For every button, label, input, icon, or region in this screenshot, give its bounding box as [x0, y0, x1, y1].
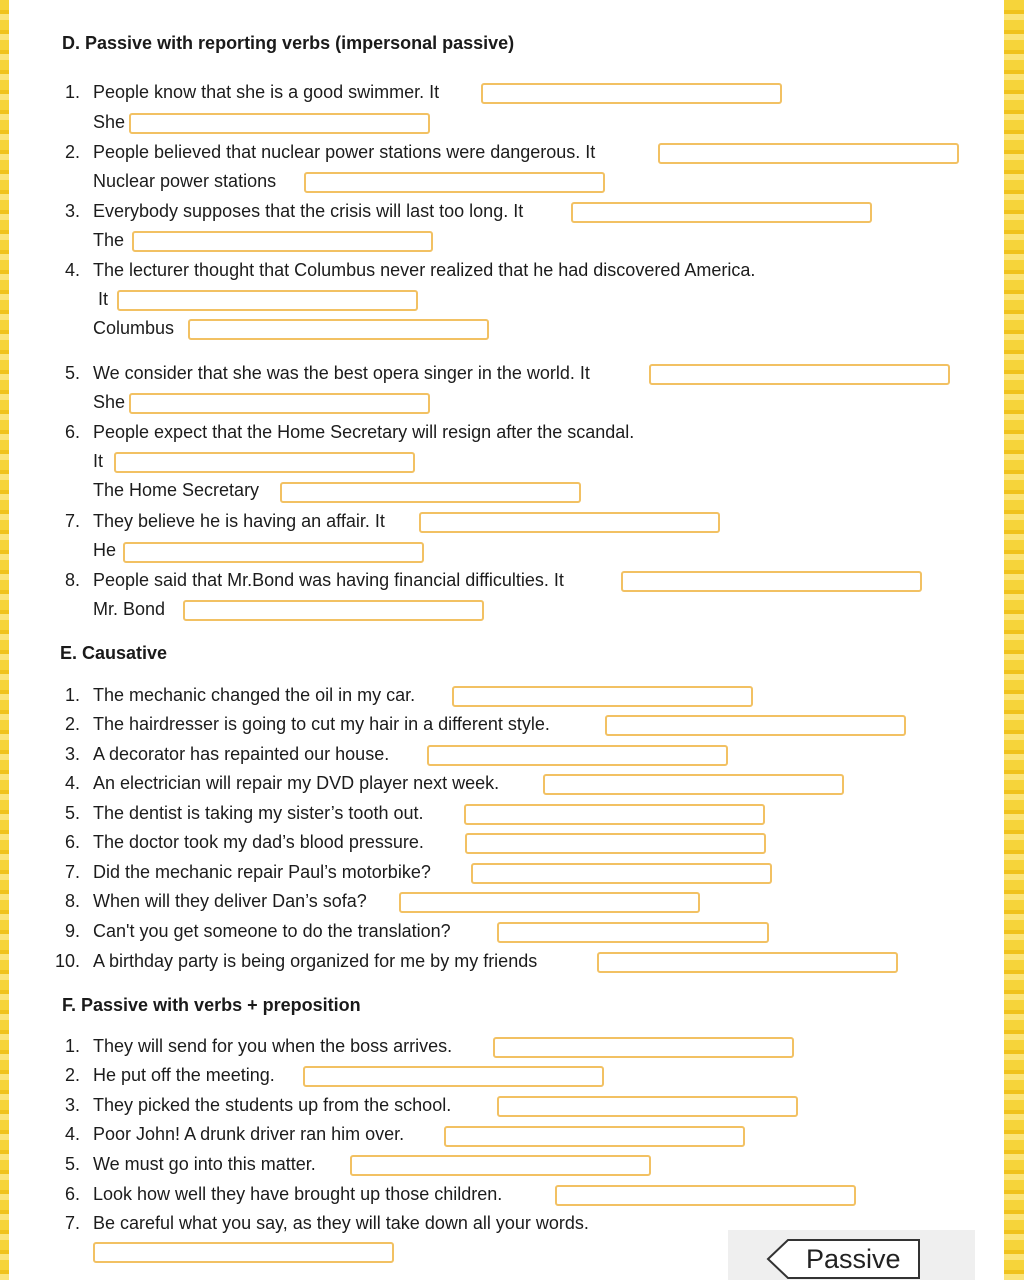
section-e-title: E. Causative	[60, 643, 168, 663]
item-number: 1.	[64, 685, 80, 705]
answer-input[interactable]	[117, 290, 418, 311]
sub-prompt: Mr. Bond	[93, 599, 166, 619]
decorative-border-right	[1004, 0, 1024, 1280]
question-text: When will they deliver Dan’s sofa?	[93, 891, 367, 911]
answer-input[interactable]	[129, 393, 430, 414]
answer-input[interactable]	[114, 452, 415, 473]
item-number: 10.	[54, 951, 80, 971]
sub-prompt: It	[93, 451, 104, 471]
item-number: 1.	[64, 82, 80, 102]
passive-tag-label: Passive	[806, 1244, 901, 1274]
question-text: People expect that the Home Secretary will resign after the scandal.	[93, 422, 635, 442]
item-number: 4.	[64, 773, 80, 793]
answer-input[interactable]	[649, 364, 950, 385]
sub-prompt: It	[98, 289, 109, 309]
answer-input[interactable]	[303, 1066, 604, 1087]
item-number: 1.	[64, 1036, 80, 1056]
question-text: People know that she is a good swimmer. It	[93, 82, 440, 102]
sub-prompt: Nuclear power stations	[93, 171, 277, 191]
question-text: Everybody supposes that the crisis will last too long. It	[93, 201, 524, 221]
answer-input[interactable]	[481, 83, 782, 104]
question-text: A birthday party is being organized for me by my friends	[93, 951, 538, 971]
item-number: 7.	[64, 1213, 80, 1233]
item-number: 5.	[64, 1154, 80, 1174]
section-d-title: D. Passive with reporting verbs (impersonal passive)	[62, 33, 515, 53]
item-number: 5.	[64, 803, 80, 823]
answer-input[interactable]	[471, 863, 772, 884]
question-text: Poor John! A drunk driver ran him over.	[93, 1124, 405, 1144]
sub-prompt: The	[93, 230, 125, 250]
answer-input[interactable]	[543, 774, 844, 795]
decorative-border-left	[0, 0, 9, 1280]
answer-input[interactable]	[621, 571, 922, 592]
answer-input[interactable]	[93, 1242, 394, 1263]
question-text: The mechanic changed the oil in my car.	[93, 685, 416, 705]
item-number: 7.	[64, 511, 80, 531]
item-number: 2.	[64, 1065, 80, 1085]
item-number: 8.	[64, 570, 80, 590]
question-text: An electrician will repair my DVD player next week.	[93, 773, 500, 793]
section-f-title: F. Passive with verbs + preposition	[62, 995, 361, 1015]
answer-input[interactable]	[452, 686, 753, 707]
sub-prompt: She	[93, 392, 126, 412]
answer-input[interactable]	[188, 319, 489, 340]
question-text: Be careful what you say, as they will take down all your words.	[93, 1213, 589, 1233]
question-text: People believed that nuclear power stations were dangerous. It	[93, 142, 596, 162]
item-number: 6.	[64, 1184, 80, 1204]
answer-input[interactable]	[464, 804, 765, 825]
question-text: He put off the meeting.	[93, 1065, 275, 1085]
question-text: They believe he is having an affair. It	[93, 511, 385, 531]
answer-input[interactable]	[444, 1126, 745, 1147]
item-number: 7.	[64, 862, 80, 882]
answer-input[interactable]	[132, 231, 433, 252]
answer-input[interactable]	[497, 922, 769, 943]
question-text: People said that Mr.Bond was having financial difficulties. It	[93, 570, 564, 590]
item-number: 4.	[64, 1124, 80, 1144]
answer-input[interactable]	[465, 833, 766, 854]
answer-input[interactable]	[658, 143, 959, 164]
answer-input[interactable]	[280, 482, 581, 503]
question-text: The hairdresser is going to cut my hair in a different style.	[93, 714, 550, 734]
answer-input[interactable]	[427, 745, 728, 766]
sub-prompt: Columbus	[93, 318, 175, 338]
item-number: 9.	[64, 921, 80, 941]
answer-input[interactable]	[129, 113, 430, 134]
question-text: The doctor took my dad’s blood pressure.	[93, 832, 424, 852]
question-text: They picked the students up from the school.	[93, 1095, 452, 1115]
answer-input[interactable]	[605, 715, 906, 736]
question-text: Can't you get someone to do the translation?	[93, 921, 451, 941]
sub-prompt: The Home Secretary	[93, 480, 260, 500]
answer-input[interactable]	[597, 952, 898, 973]
answer-input[interactable]	[350, 1155, 651, 1176]
answer-input[interactable]	[123, 542, 424, 563]
question-text: They will send for you when the boss arrives.	[93, 1036, 453, 1056]
question-text: Did the mechanic repair Paul’s motorbike?	[93, 862, 431, 882]
answer-input[interactable]	[497, 1096, 798, 1117]
item-number: 2.	[64, 142, 80, 162]
sub-prompt: He	[93, 540, 117, 560]
item-number: 6.	[64, 422, 80, 442]
answer-input[interactable]	[555, 1185, 856, 1206]
answer-input[interactable]	[183, 600, 484, 621]
question-text: Look how well they have brought up those children.	[93, 1184, 503, 1204]
item-number: 5.	[64, 363, 80, 383]
question-text: The lecturer thought that Columbus never realized that he had discovered America.	[93, 260, 756, 280]
answer-input[interactable]	[399, 892, 700, 913]
question-text: We consider that she was the best opera singer in the world. It	[93, 363, 590, 383]
answer-input[interactable]	[571, 202, 872, 223]
item-number: 8.	[64, 891, 80, 911]
question-text: We must go into this matter.	[93, 1154, 316, 1174]
answer-input[interactable]	[493, 1037, 794, 1058]
item-number: 3.	[64, 744, 80, 764]
item-number: 2.	[64, 714, 80, 734]
item-number: 3.	[64, 1095, 80, 1115]
sub-prompt: She	[93, 112, 126, 132]
answer-input[interactable]	[304, 172, 605, 193]
item-number: 6.	[64, 832, 80, 852]
item-number: 4.	[64, 260, 80, 280]
question-text: A decorator has repainted our house.	[93, 744, 390, 764]
item-number: 3.	[64, 201, 80, 221]
question-text: The dentist is taking my sister’s tooth out.	[93, 803, 424, 823]
answer-input[interactable]	[419, 512, 720, 533]
